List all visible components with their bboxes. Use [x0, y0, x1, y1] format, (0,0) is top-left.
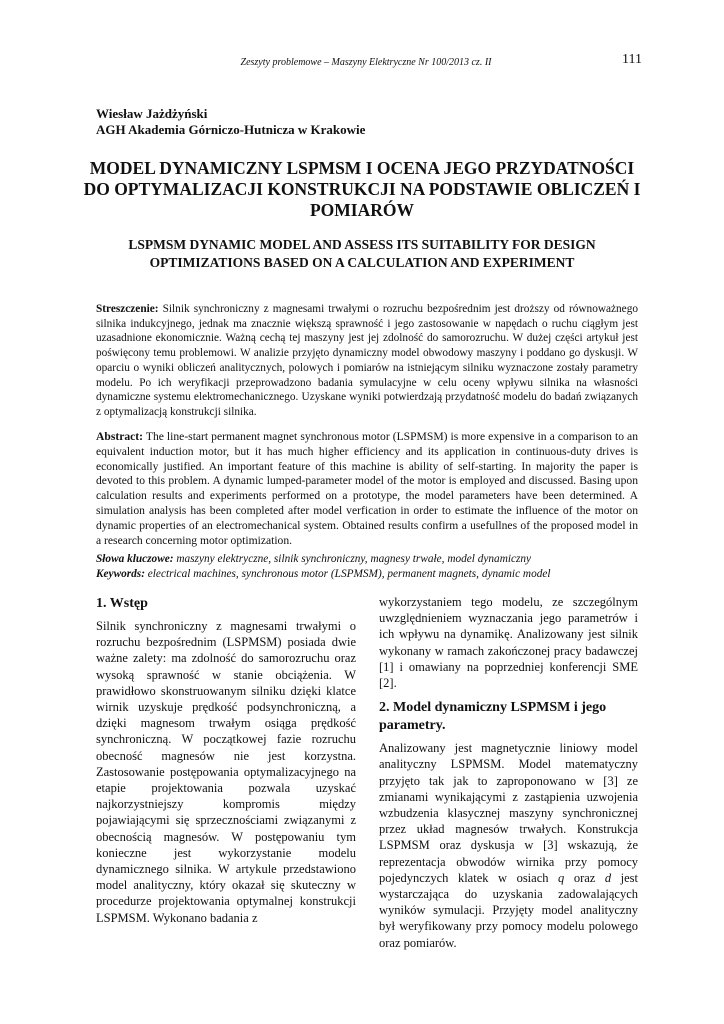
- abstract-english-text: The line-start permanent magnet synchronous motor (LSPMSM) is more expensive in a comparison to an equivalent induction motor, but it has much higher efficiency and its application in continuous-duty drives is economically justified. An important feature of this machine is ability of self-starting. In majority the paper is devoted to this problem. A dynamic lumped-parameter model of the motor is employed and discussed. Basing upon calculation results and experiments performed on a prototype, the model parameters have been determined. A simulation analysis has been completed after model verfication in order to estimate the influence of the motor on dynamic properties of an electromechanical system. Obtained results confirm a usefullnes of the proposed model in a research concerning motor optimization.: [96, 430, 638, 547]
- section-2-text-part-2: oraz: [564, 870, 605, 885]
- abstract-english: [96, 430, 638, 548]
- abstract-english-label: Abstract:: [96, 430, 144, 443]
- section-2-heading: 2. Model dynamiczny LSPMSM i jego parametry.: [379, 700, 607, 734]
- keywords-english-label: Keywords:: [96, 567, 145, 580]
- title-polish: MODEL DYNAMICZNY LSPMSM I OCENA JEGO PRZYDATNOŚCI DO OPTYMALIZACJI KONSTRUKCJI NA PODSTAWIE OBLICZEŃ I POMIARÓW: [83, 158, 641, 220]
- keywords-polish-label: Słowa kluczowe:: [96, 553, 174, 565]
- title-english: LSPMSM DYNAMIC MODEL AND ASSESS ITS SUITABILITY FOR DESIGN OPTIMIZATIONS BASED ON A CALCULATION AND EXPERIMENT: [128, 237, 596, 270]
- page-number: 111: [622, 52, 642, 67]
- symbol-q: q: [558, 870, 565, 885]
- section-1-heading: 1. Wstęp: [96, 596, 148, 611]
- keywords-polish-text: maszyny elektryczne, silnik synchroniczny, magnesy trwałe, model dynamiczny: [176, 553, 532, 565]
- abstract-polish-label: Streszczenie:: [96, 303, 159, 315]
- symbol-d: d: [604, 870, 612, 885]
- keywords-block: [96, 552, 638, 581]
- section-2-paragraph: [379, 740, 638, 951]
- keywords-english: [96, 567, 638, 582]
- author-affiliation: AGH Akademia Górniczo-Hutnicza w Krakowie: [96, 122, 366, 137]
- keywords-english-text: electrical machines, synchronous motor (LSPMSM), permanent magnets, dynamic model: [147, 567, 551, 580]
- section-2-text-part-3: jest wystarczająca do uzyskania zadowalających wyników symulacji. Przyjęty model analityczny był weryfikowany przy pomocy modelu polowego oraz pomiarów.: [379, 870, 639, 950]
- abstract-polish-text: Silnik synchroniczny z magnesami trwałymi o rozruchu bezpośrednim jest droższy od równoważnego silnika indukcyjnego, jednak ma znacznie większą sprawność i jego zastosowanie w napędach o ruchu ciągłym jest uzasadnione ekonomicznie. Ważną cechą tej maszyny jest jej zdolność do samorozruchu. W dużej części artykuł jest poświęcony temu problemowi. W analizie przyjęto dynamiczny model obwodowy maszyny i poddano go dyskusji. W oparciu o wyniki obliczeń analitycznych, polowych i pomiarów na istniejącym silniku wyznaczone zostały parametry modelu. Po ich weryfikacji przeprowadzono badania symulacyjne w celu oceny wpływu silnika na własności dynamiczne systemu elektromechanicznego. Uzyskane wyniki potwierdzają przydatność modelu do badań związanych z optymalizacją konstrukcji silnika.: [96, 303, 638, 418]
- author-name: Wiesław Jażdżyński: [96, 106, 208, 121]
- section-2-text-part-1: Analizowany jest magnetycznie liniowy model analityczny LSPMSM. Model matematyczny przyjęto tak jak to zaproponowano w [3] ze zmianami wynikającymi z zastąpienia uzwojenia wzbudzenia klasycznej maszyny synchronicznej przez układ magnesów trwałych. Konstrukcja LSPMSM oraz dyskusja w [3] wskazują, że reprezentacja obwodów wirnika przy pomocy pojedynczych klatek w osiach: [379, 741, 638, 885]
- section-1-paragraph: Silnik synchroniczny z magnesami trwałymi o rozruchu bezpośrednim (LSPMSM) posiada dwie ważne zalety: ma zdolność do samorozruchu oraz wysoką sprawność w stanie obciążenia. W prawidłowo skonstruowanym silniku dzięki klatce wirnik uzyskuje prędkość podsynchroniczną, a dzięki magnesom trwałym osiąga prędkość synchroniczną. W początkowej fazie rozruchu obecność magnesów nie jest korzystna. Zastosowanie postępowania optymalizacyjnego na etapie projektowania pozwala uzyskać najkorzystniejszy kompromis między pojawiającymi się sprzecznościami związanymi z obecnością magnesów. W postępowaniu tym konieczne jest wykorzystanie modelu dynamicznego silnika. W artykule przedstawiono model analityczny, który okazał się skuteczny w procedurze projektowania optymalnej konstrukcji LSPMSM. Wykonano badania z: [96, 619, 356, 925]
- keywords-polish: [96, 552, 638, 567]
- left-column: [96, 595, 356, 926]
- right-column: [379, 594, 638, 951]
- section-1-continuation: wykorzystaniem tego modelu, ze szczególnym uwzględnieniem wyznaczania jego parametrów i ich wpływu na dynamikę. Analizowany jest silnik wykonany w ramach zakończonej pracy badawczej [1] i omawiany na poprzedniej konferencji SME [2].: [379, 595, 638, 691]
- running-header: Zeszyty problemowe – Maszyny Elektryczne Nr 100/2013 cz. II: [240, 57, 492, 68]
- abstract-polish: [96, 302, 638, 420]
